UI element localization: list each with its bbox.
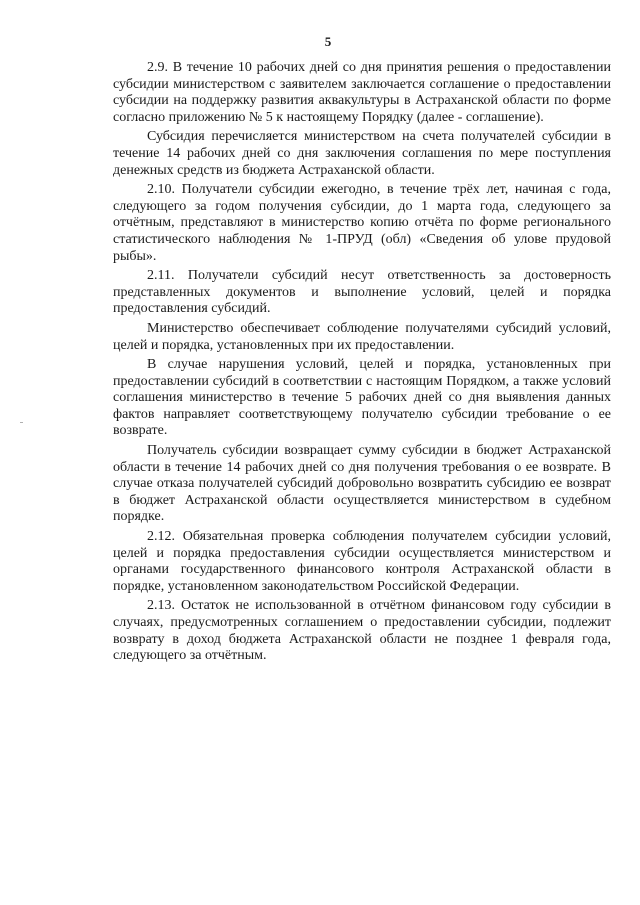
paragraph-2-10: 2.10. Получатели субсидии ежегодно, в течение трёх лет, начиная с года, следующего за годом получения субсидии, до 1 марта года, следующего за отчётным, представляют в министерство копию отчёта по форме регионального статистического наблюдения № 1-ПРУД (обл) «Сведения об улове прудовой рыбы». [113, 182, 611, 264]
paragraph-ministry-compliance: Министерство обеспечивает соблюдение получателями субсидий условий, целей и порядка, установленных при их предоставлении. [113, 320, 611, 353]
paragraph-violation-case: В случае нарушения условий, целей и порядка, установленных при предоставлении субсидий в соответствии с настоящим Порядком, а также условий соглашения министерство в течение 5 рабочих дней со дня выявления данных фактов направляет соответствующему получателю субсидии требование о ее возврате. [113, 357, 611, 439]
page-number: 5 [324, 34, 332, 49]
paragraph-2-11: 2.11. Получатели субсидий несут ответственность за достоверность представленных документов и выполнение условий, целей и порядка предоставления субсидий. [113, 268, 611, 317]
scan-speck [20, 422, 23, 423]
paragraph-2-9: 2.9. В течение 10 рабочих дней со дня принятия решения о предоставлении субсидии министерством с заявителем заключается соглашение о предоставлении субсидии на поддержку развития аквакультуры в Астраханской области по форме согласно приложению № 5 к настоящему Порядку (далее - соглашение). [113, 60, 611, 125]
paragraph-2-13: 2.13. Остаток не использованной в отчётном финансовом году субсидии в случаях, предусмотренных соглашением о предоставлении субсидии, подлежит возврату в доход бюджета Астраханской области не позднее 1 февраля года, следующего за отчётным. [113, 598, 611, 664]
document-body [113, 60, 611, 665]
paragraph-2-12: 2.12. Обязательная проверка соблюдения получателем субсидии условий, целей и порядка предоставления субсидии осуществляется министерством и органами государственного финансового контроля Астраханской области в порядке, установленном законодательством Российской Федерации. [113, 529, 611, 594]
paragraph-subsidy-transfer: Субсидия перечисляется министерством на счета получателей субсидии в течение 14 рабочих дней со дня заключения соглашения по мере поступления денежных средств из бюджета Астраханской области. [113, 129, 611, 178]
paragraph-subsidy-return: Получатель субсидии возвращает сумму субсидии в бюджет Астраханской области в течение 14 рабочих дней со дня получения требования о ее возврате. В случае отказа получателей субсидий добровольно возвратить субсидию ее возврат в бюджет Астраханской области осуществляется министерством в судебном порядке. [113, 443, 611, 525]
